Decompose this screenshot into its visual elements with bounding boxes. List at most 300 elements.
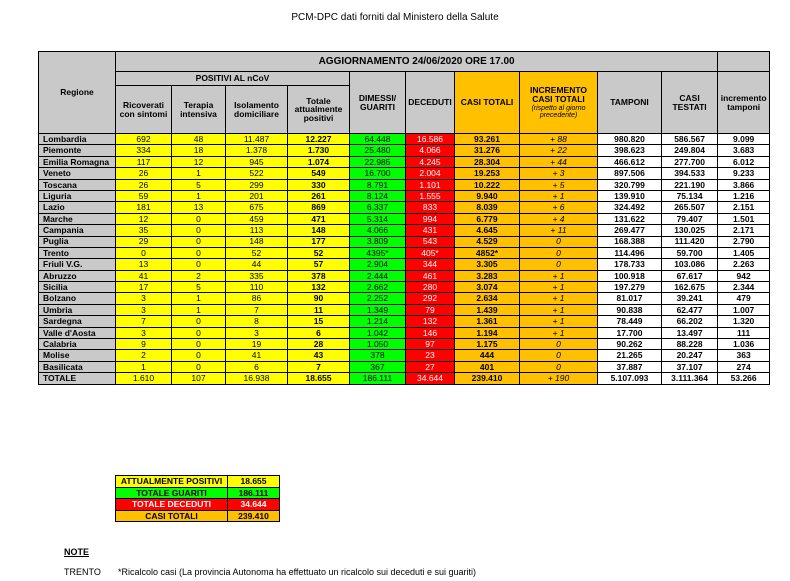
cell-testati: 79.407 — [662, 213, 718, 224]
cell-inc-tamponi: 2.171 — [718, 225, 770, 236]
cell-inc-tamponi: 1.216 — [718, 190, 770, 201]
header-positivi-group: POSITIVI AL nCoV — [116, 72, 350, 86]
table-row — [39, 282, 770, 293]
totals-row — [39, 373, 770, 384]
cell-terapia: 0 — [172, 247, 226, 258]
cell-inc-tamponi: 3.866 — [718, 179, 770, 190]
cell-inc-tamponi: 363 — [718, 350, 770, 361]
summary-label: ATTUALMENTE POSITIVI — [116, 476, 228, 488]
cell-ricoverati: 59 — [116, 190, 172, 201]
cell-terapia: 18 — [172, 145, 226, 156]
cell-testati: 37.107 — [662, 361, 718, 372]
cell-regione: Piemonte — [39, 145, 116, 156]
cell-regione: Bolzano — [39, 293, 116, 304]
cell-deceduti: 16.586 — [406, 134, 455, 145]
cell-dimessi: 8.791 — [350, 179, 406, 190]
header-regione: Regione — [39, 52, 116, 134]
cell-regione: Toscana — [39, 179, 116, 190]
cell-isolamento: 3 — [226, 327, 288, 338]
table-row — [39, 293, 770, 304]
cell-tamponi: 324.492 — [598, 202, 662, 213]
cell-isolamento: 335 — [226, 270, 288, 281]
cell-testati: 39.241 — [662, 293, 718, 304]
cell-inc-tamponi: 1.007 — [718, 304, 770, 315]
summary-label: TOTALE DECEDUTI — [116, 499, 228, 511]
cell-tamponi: 197.279 — [598, 282, 662, 293]
cell-totale: 471 — [288, 213, 350, 224]
cell-deceduti: 1.101 — [406, 179, 455, 190]
cell-dimessi: 2.662 — [350, 282, 406, 293]
cell-incremento: + 88 — [520, 134, 598, 145]
cell-regione: Molise — [39, 350, 116, 361]
cell-isolamento: 675 — [226, 202, 288, 213]
cell-isolamento: 7 — [226, 304, 288, 315]
header-incremento-tamponi: incremento tamponi — [718, 72, 770, 134]
cell-ricoverati: 3 — [116, 327, 172, 338]
cell-regione: Friuli V.G. — [39, 259, 116, 270]
cell-deceduti: 23 — [406, 350, 455, 361]
cell-terapia: 0 — [172, 350, 226, 361]
cell-casi: 4.645 — [455, 225, 520, 236]
cell-tamponi: 114.496 — [598, 247, 662, 258]
cell-totale: 57 — [288, 259, 350, 270]
cell-dimessi: 378 — [350, 350, 406, 361]
cell-deceduti: 27 — [406, 361, 455, 372]
header-casi-testati: CASI TESTATI — [662, 72, 718, 134]
header-totale-positivi: Totale attualmente positivi — [288, 86, 350, 134]
cell-dimessi: 1.349 — [350, 304, 406, 315]
cell-testati: 13.497 — [662, 327, 718, 338]
cell-totale: 7 — [288, 361, 350, 372]
cell-casi: 10.222 — [455, 179, 520, 190]
header-casi-totali: CASI TOTALI — [455, 72, 520, 134]
cell-terapia: 107 — [172, 373, 226, 384]
cell-ricoverati: 334 — [116, 145, 172, 156]
cell-terapia: 1 — [172, 168, 226, 179]
cell-totale: 1.730 — [288, 145, 350, 156]
cell-incremento: + 1 — [520, 327, 598, 338]
cell-isolamento: 8 — [226, 316, 288, 327]
cell-incremento: + 1 — [520, 270, 598, 281]
cell-terapia: 5 — [172, 179, 226, 190]
cell-regione: Veneto — [39, 168, 116, 179]
cell-inc-tamponi: 2.790 — [718, 236, 770, 247]
cell-tamponi: 398.623 — [598, 145, 662, 156]
cell-totale: 148 — [288, 225, 350, 236]
cell-inc-tamponi: 942 — [718, 270, 770, 281]
cell-deceduti: 431 — [406, 225, 455, 236]
cell-tamponi: 37.887 — [598, 361, 662, 372]
cell-ricoverati: 26 — [116, 168, 172, 179]
cell-incremento: + 22 — [520, 145, 598, 156]
cell-totale: 378 — [288, 270, 350, 281]
cell-incremento: 0 — [520, 247, 598, 258]
note-key: TRENTO — [64, 567, 101, 577]
cell-dimessi: 2.252 — [350, 293, 406, 304]
cell-inc-tamponi: 2.344 — [718, 282, 770, 293]
cell-inc-tamponi: 9.099 — [718, 134, 770, 145]
cell-tamponi: 980.820 — [598, 134, 662, 145]
cell-testati: 249.804 — [662, 145, 718, 156]
cell-ricoverati: 117 — [116, 156, 172, 167]
cell-dimessi: 3.809 — [350, 236, 406, 247]
cell-deceduti: 543 — [406, 236, 455, 247]
header-tamponi: TAMPONI — [598, 72, 662, 134]
cell-dimessi: 5.314 — [350, 213, 406, 224]
cell-casi: 444 — [455, 350, 520, 361]
cell-ricoverati: 3 — [116, 304, 172, 315]
cell-dimessi: 2.444 — [350, 270, 406, 281]
cell-incremento: 0 — [520, 236, 598, 247]
cell-tamponi: 81.017 — [598, 293, 662, 304]
cell-incremento: + 1 — [520, 316, 598, 327]
cell-incremento: + 1 — [520, 282, 598, 293]
cell-incremento: 0 — [520, 350, 598, 361]
table-row — [39, 225, 770, 236]
cell-casi: 31.276 — [455, 145, 520, 156]
cell-tamponi: 17.700 — [598, 327, 662, 338]
table-row — [39, 213, 770, 224]
cell-dimessi: 6.337 — [350, 202, 406, 213]
table-row — [39, 259, 770, 270]
cell-isolamento: 11.487 — [226, 134, 288, 145]
table-row — [39, 247, 770, 258]
cell-totale: 132 — [288, 282, 350, 293]
cell-isolamento: 16.938 — [226, 373, 288, 384]
cell-isolamento: 459 — [226, 213, 288, 224]
cell-inc-tamponi: 1.501 — [718, 213, 770, 224]
table-row — [39, 361, 770, 372]
cell-incremento: + 1 — [520, 293, 598, 304]
cell-ricoverati: 7 — [116, 316, 172, 327]
cell-casi: 3.283 — [455, 270, 520, 281]
cell-terapia: 2 — [172, 270, 226, 281]
cell-casi: 3.074 — [455, 282, 520, 293]
cell-tamponi: 139.910 — [598, 190, 662, 201]
cell-isolamento: 19 — [226, 339, 288, 350]
cell-regione: Calabria — [39, 339, 116, 350]
cell-inc-tamponi: 111 — [718, 327, 770, 338]
cell-tamponi: 178.733 — [598, 259, 662, 270]
cell-casi: 19.253 — [455, 168, 520, 179]
cell-casi: 1.439 — [455, 304, 520, 315]
cell-deceduti: 280 — [406, 282, 455, 293]
cell-testati: 59.700 — [662, 247, 718, 258]
cell-inc-tamponi: 2.263 — [718, 259, 770, 270]
cell-casi: 3.305 — [455, 259, 520, 270]
cell-testati: 586.567 — [662, 134, 718, 145]
cell-terapia: 12 — [172, 156, 226, 167]
cell-testati: 103.086 — [662, 259, 718, 270]
cell-testati: 75.134 — [662, 190, 718, 201]
cell-testati: 162.675 — [662, 282, 718, 293]
cell-isolamento: 201 — [226, 190, 288, 201]
cell-incremento: + 1 — [520, 190, 598, 201]
cell-regione: Abruzzo — [39, 270, 116, 281]
cell-regione: Liguria — [39, 190, 116, 201]
cell-deceduti: 405* — [406, 247, 455, 258]
summary-value: 18.655 — [228, 476, 280, 488]
cell-ricoverati: 692 — [116, 134, 172, 145]
cell-inc-tamponi: 53.266 — [718, 373, 770, 384]
cell-casi: 4852* — [455, 247, 520, 258]
cell-dimessi: 25.480 — [350, 145, 406, 156]
cell-incremento: + 11 — [520, 225, 598, 236]
cell-regione: Marche — [39, 213, 116, 224]
cell-casi: 1.194 — [455, 327, 520, 338]
cell-testati: 67.617 — [662, 270, 718, 281]
cell-tamponi: 269.477 — [598, 225, 662, 236]
table-row — [39, 236, 770, 247]
summary-value: 239.410 — [228, 510, 280, 522]
cell-dimessi: 1.042 — [350, 327, 406, 338]
cell-tamponi: 5.107.093 — [598, 373, 662, 384]
cell-isolamento: 41 — [226, 350, 288, 361]
table-row — [39, 190, 770, 201]
cell-ricoverati: 17 — [116, 282, 172, 293]
cell-ricoverati: 2 — [116, 350, 172, 361]
summary-value: 34.644 — [228, 499, 280, 511]
table-row — [39, 304, 770, 315]
cell-inc-tamponi: 2.151 — [718, 202, 770, 213]
cell-tamponi: 466.612 — [598, 156, 662, 167]
cell-incremento: + 6 — [520, 202, 598, 213]
table-row — [39, 270, 770, 281]
cell-testati: 3.111.364 — [662, 373, 718, 384]
cell-deceduti: 344 — [406, 259, 455, 270]
cell-isolamento: 44 — [226, 259, 288, 270]
cell-testati: 130.025 — [662, 225, 718, 236]
cell-deceduti: 461 — [406, 270, 455, 281]
cell-regione: Trento — [39, 247, 116, 258]
cell-casi: 1.361 — [455, 316, 520, 327]
cell-isolamento: 86 — [226, 293, 288, 304]
cell-totale: 12.227 — [288, 134, 350, 145]
cell-isolamento: 6 — [226, 361, 288, 372]
cell-regione: Valle d'Aosta — [39, 327, 116, 338]
summary-row — [116, 510, 280, 522]
table-row — [39, 145, 770, 156]
summary-row — [116, 487, 280, 499]
table-row — [39, 168, 770, 179]
cell-incremento: + 4 — [520, 213, 598, 224]
header-blank — [718, 52, 770, 72]
summary-row — [116, 476, 280, 488]
cell-regione: Umbria — [39, 304, 116, 315]
cell-terapia: 1 — [172, 293, 226, 304]
cell-isolamento: 148 — [226, 236, 288, 247]
cell-testati: 62.477 — [662, 304, 718, 315]
cell-terapia: 48 — [172, 134, 226, 145]
cell-ricoverati: 0 — [116, 247, 172, 258]
cell-ricoverati: 35 — [116, 225, 172, 236]
cell-casi: 401 — [455, 361, 520, 372]
cell-tamponi: 78.449 — [598, 316, 662, 327]
cell-incremento: + 5 — [520, 179, 598, 190]
cell-deceduti: 1.555 — [406, 190, 455, 201]
header-terapia: Terapia intensiva — [172, 86, 226, 134]
cell-regione: Sicilia — [39, 282, 116, 293]
cell-testati: 265.507 — [662, 202, 718, 213]
cell-inc-tamponi: 274 — [718, 361, 770, 372]
cell-regione: TOTALE — [39, 373, 116, 384]
cell-deceduti: 34.644 — [406, 373, 455, 384]
cell-incremento: 0 — [520, 361, 598, 372]
cell-totale: 15 — [288, 316, 350, 327]
cell-ricoverati: 1.610 — [116, 373, 172, 384]
cell-isolamento: 299 — [226, 179, 288, 190]
cell-deceduti: 97 — [406, 339, 455, 350]
note-text: *Ricalcolo casi (La provincia Autonoma ha effettuato un ricalcolo sui deceduti e sui guariti) — [118, 567, 477, 577]
cell-ricoverati: 29 — [116, 236, 172, 247]
cell-totale: 177 — [288, 236, 350, 247]
cell-ricoverati: 26 — [116, 179, 172, 190]
cell-casi: 6.779 — [455, 213, 520, 224]
summary-row — [116, 499, 280, 511]
cell-testati: 394.533 — [662, 168, 718, 179]
cell-totale: 869 — [288, 202, 350, 213]
cell-terapia: 0 — [172, 327, 226, 338]
table-row — [39, 327, 770, 338]
cell-deceduti: 2.004 — [406, 168, 455, 179]
cell-dimessi: 2.904 — [350, 259, 406, 270]
cell-totale: 6 — [288, 327, 350, 338]
cell-regione: Basilicata — [39, 361, 116, 372]
cell-testati: 111.420 — [662, 236, 718, 247]
cell-inc-tamponi: 9.233 — [718, 168, 770, 179]
cell-testati: 277.700 — [662, 156, 718, 167]
cell-casi: 8.039 — [455, 202, 520, 213]
cell-inc-tamponi: 1.320 — [718, 316, 770, 327]
cell-isolamento: 113 — [226, 225, 288, 236]
header-incremento-label: INCREMENTO CASI TOTALI — [530, 85, 587, 104]
cell-casi: 239.410 — [455, 373, 520, 384]
cell-totale: 549 — [288, 168, 350, 179]
cell-incremento: + 1 — [520, 304, 598, 315]
cell-tamponi: 168.388 — [598, 236, 662, 247]
cell-testati: 20.247 — [662, 350, 718, 361]
table-row — [39, 350, 770, 361]
cell-tamponi: 21.265 — [598, 350, 662, 361]
cell-deceduti: 4.066 — [406, 145, 455, 156]
cell-ricoverati: 1 — [116, 361, 172, 372]
cell-terapia: 0 — [172, 339, 226, 350]
cell-tamponi: 897.506 — [598, 168, 662, 179]
cell-totale: 28 — [288, 339, 350, 350]
cell-inc-tamponi: 6.012 — [718, 156, 770, 167]
header-ricoverati: Ricoverati con sintomi — [116, 86, 172, 134]
cell-casi: 93.261 — [455, 134, 520, 145]
summary-table — [115, 475, 280, 522]
cell-isolamento: 110 — [226, 282, 288, 293]
summary-label: CASI TOTALI — [116, 510, 228, 522]
cell-incremento: + 3 — [520, 168, 598, 179]
cell-terapia: 5 — [172, 282, 226, 293]
cell-testati: 66.202 — [662, 316, 718, 327]
cell-terapia: 0 — [172, 236, 226, 247]
cell-isolamento: 1.378 — [226, 145, 288, 156]
cell-deceduti: 4.245 — [406, 156, 455, 167]
cell-deceduti: 994 — [406, 213, 455, 224]
cell-tamponi: 90.262 — [598, 339, 662, 350]
cell-casi: 4.529 — [455, 236, 520, 247]
cell-inc-tamponi: 3.683 — [718, 145, 770, 156]
table-row — [39, 339, 770, 350]
cell-totale: 330 — [288, 179, 350, 190]
cell-dimessi: 16.700 — [350, 168, 406, 179]
cell-casi: 9.940 — [455, 190, 520, 201]
cell-tamponi: 90.838 — [598, 304, 662, 315]
cell-totale: 11 — [288, 304, 350, 315]
cell-inc-tamponi: 1.036 — [718, 339, 770, 350]
cell-incremento: 0 — [520, 339, 598, 350]
cell-dimessi: 4.066 — [350, 225, 406, 236]
header-incremento-note: (rispetto al giorno precedente) — [531, 105, 586, 119]
cell-isolamento: 945 — [226, 156, 288, 167]
cell-regione: Emilia Romagna — [39, 156, 116, 167]
cell-dimessi: 64.448 — [350, 134, 406, 145]
cell-totale: 90 — [288, 293, 350, 304]
cell-terapia: 0 — [172, 316, 226, 327]
update-title: AGGIORNAMENTO 24/06/2020 ORE 17.00 — [116, 52, 718, 72]
cell-inc-tamponi: 1.405 — [718, 247, 770, 258]
cell-regione: Sardegna — [39, 316, 116, 327]
cell-dimessi: 4395* — [350, 247, 406, 258]
cell-inc-tamponi: 479 — [718, 293, 770, 304]
table-row — [39, 179, 770, 190]
cell-deceduti: 292 — [406, 293, 455, 304]
cell-totale: 43 — [288, 350, 350, 361]
cell-dimessi: 8.124 — [350, 190, 406, 201]
cell-testati: 221.190 — [662, 179, 718, 190]
cell-ricoverati: 13 — [116, 259, 172, 270]
cell-regione: Lombardia — [39, 134, 116, 145]
cell-casi: 28.304 — [455, 156, 520, 167]
notes — [64, 567, 476, 577]
cell-tamponi: 100.918 — [598, 270, 662, 281]
cell-tamponi: 131.622 — [598, 213, 662, 224]
cell-totale: 1.074 — [288, 156, 350, 167]
cell-totale: 52 — [288, 247, 350, 258]
cell-incremento: + 190 — [520, 373, 598, 384]
cell-terapia: 13 — [172, 202, 226, 213]
cell-deceduti: 146 — [406, 327, 455, 338]
cell-ricoverati: 9 — [116, 339, 172, 350]
cell-deceduti: 132 — [406, 316, 455, 327]
cell-tamponi: 320.799 — [598, 179, 662, 190]
covid-regional-table — [38, 51, 770, 385]
cell-testati: 88.228 — [662, 339, 718, 350]
cell-terapia: 1 — [172, 304, 226, 315]
source-caption: PCM-DPC dati forniti dal Ministero della Salute — [291, 12, 499, 23]
cell-totale: 18.655 — [288, 373, 350, 384]
header-deceduti: DECEDUTI — [406, 72, 455, 134]
cell-terapia: 1 — [172, 190, 226, 201]
cell-totale: 261 — [288, 190, 350, 201]
header-dimessi: DIMESSI/ GUARITI — [350, 72, 406, 134]
table-row — [39, 156, 770, 167]
cell-deceduti: 79 — [406, 304, 455, 315]
cell-ricoverati: 41 — [116, 270, 172, 281]
header-isolamento: Isolamento domiciliare — [226, 86, 288, 134]
cell-dimessi: 1.214 — [350, 316, 406, 327]
cell-ricoverati: 181 — [116, 202, 172, 213]
cell-deceduti: 833 — [406, 202, 455, 213]
cell-dimessi: 186.111 — [350, 373, 406, 384]
cell-casi: 2.634 — [455, 293, 520, 304]
cell-incremento: 0 — [520, 259, 598, 270]
notes-title: NOTE — [64, 547, 90, 557]
